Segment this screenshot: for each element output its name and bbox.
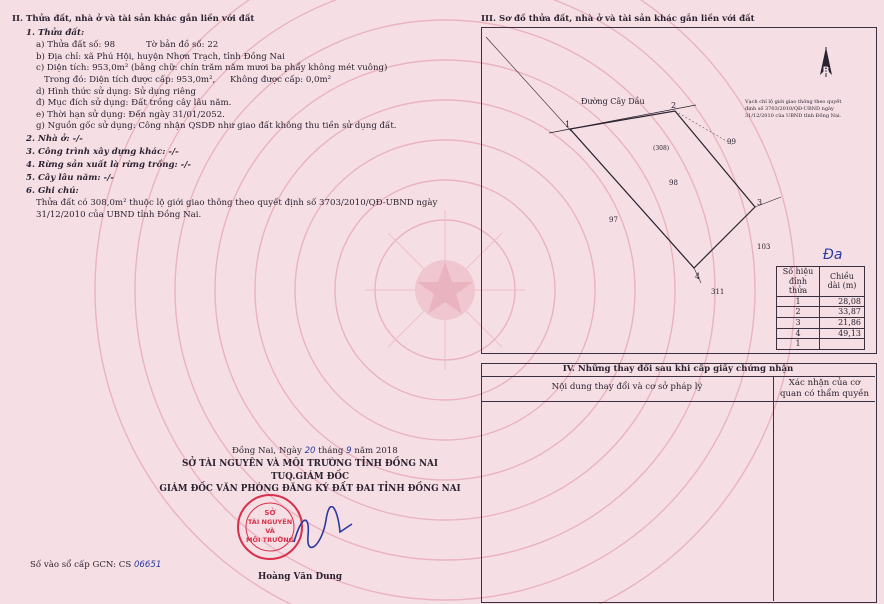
corridor-dash xyxy=(675,111,733,145)
construction-line: 3. Công trình xây dựng khác: -/- xyxy=(26,147,179,157)
edge-length: 28,08 xyxy=(820,296,865,307)
col-length-header: Chiều dài (m) xyxy=(820,267,865,297)
changes-content-header: Nội dung thay đổi và cơ sở pháp lý xyxy=(551,382,703,392)
certified-area: Trong đó: Diện tích được cấp: 953,0m², xyxy=(44,75,216,85)
registry-number: 06651 xyxy=(133,560,162,570)
neighbor-97: 97 xyxy=(609,216,618,224)
table-row xyxy=(777,328,865,339)
vertex-4: 4 xyxy=(695,272,701,281)
seal-line-3: VÀ xyxy=(265,527,275,535)
vertex-id: 1 xyxy=(777,339,820,350)
surveyor-signature: Đa xyxy=(823,247,843,263)
map-sheet-number: Tờ bản đồ số: 22 xyxy=(146,40,219,50)
notes-line-1: Thửa đất có 308,0m² thuộc lộ giới giao thông theo quyết định số 3703/2010/QĐ-UBND ngày xyxy=(36,198,438,208)
table-header-row xyxy=(777,267,865,297)
vertex-id: 2 xyxy=(777,307,820,318)
changes-confirm-header-2: quan có thẩm quyền xyxy=(780,389,869,399)
edge-length: 21,86 xyxy=(820,317,865,328)
date-month-word: tháng xyxy=(318,446,344,456)
corridor-line xyxy=(570,129,694,268)
map-note-2: định số 3703/2010/QĐ-UBND ngày xyxy=(745,106,834,112)
seal-line-1: SỞ xyxy=(264,509,276,517)
vertex-id: 4 xyxy=(777,328,820,339)
section-2-title: II. Thửa đất, nhà ở và tài sản khác gắn liền với đất xyxy=(12,14,255,24)
col-vertex-header: Số hiệu đỉnh thửa xyxy=(777,267,820,297)
house-line: 2. Nhà ở: -/- xyxy=(26,134,83,144)
neighbor-103: 103 xyxy=(757,243,771,251)
edge-length xyxy=(820,339,865,350)
vertex-1: 1 xyxy=(565,120,571,129)
neighbor-311: 311 xyxy=(711,288,725,296)
corridor-label: (308) xyxy=(653,145,670,152)
registry-line xyxy=(30,560,161,572)
org-title: SỞ TÀI NGUYÊN VÀ MÔI TRƯỜNG TỈNH ĐỒNG NAI xyxy=(182,459,438,469)
land-heading: 1. Thửa đất: xyxy=(26,28,85,38)
neighbor-99: 99 xyxy=(727,138,736,146)
tuq-title: TUQ.GIÁM ĐỐC xyxy=(270,472,350,482)
date-day: 20 xyxy=(304,446,316,456)
svg-text:B: B xyxy=(822,66,830,76)
section-4-title: IV. Những thay đổi sau khi cấp giấy chứng nhận xyxy=(481,364,875,377)
vertex-3: 3 xyxy=(757,198,763,207)
changes-column-divider xyxy=(773,376,774,601)
uncertified-area: Không được cấp: 0,0m² xyxy=(230,75,332,85)
date-month: 9 xyxy=(346,446,352,456)
usage-form: d) Hình thức sử dụng: Sử dụng riêng xyxy=(36,87,197,97)
forest-line: 4. Rừng sản xuất là rừng trồng: -/- xyxy=(26,160,191,170)
plot-number: a) Thửa đất số: 98 xyxy=(36,40,116,50)
table-row xyxy=(777,339,865,350)
table-row xyxy=(777,296,865,307)
usage-origin: g) Nguồn gốc sử dụng: Công nhận QSDĐ như giao đất không thu tiền sử dụng đất. xyxy=(36,121,397,131)
north-arrow-icon xyxy=(820,47,832,77)
seal-line-4: MÔI TRƯỜNG xyxy=(246,536,294,544)
seal-line-2: TÀI NGUYÊN xyxy=(247,518,293,526)
section-3-title: III. Sơ đồ thửa đất, nhà ở và tài sản khác gắn liền với đất xyxy=(481,14,755,24)
usage-purpose: đ) Mục đích sử dụng: Đất trồng cây lâu năm. xyxy=(36,98,232,108)
parcel-label: 98 xyxy=(669,179,678,187)
director-signature xyxy=(288,506,358,554)
table-row xyxy=(777,317,865,328)
signer-name: Hoàng Văn Dung xyxy=(257,572,343,582)
edge-length-table xyxy=(776,266,865,350)
vertex-id: 1 xyxy=(777,296,820,307)
director-title: GIÁM ĐỐC VĂN PHÒNG ĐĂNG KÝ ĐẤT ĐAI TỈNH ĐỒNG NAI xyxy=(159,484,461,494)
usage-term: e) Thời hạn sử dụng: Đến ngày 31/01/2052. xyxy=(36,110,225,120)
signing-date xyxy=(232,446,398,458)
registry-label: Số vào sổ cấp GCN: CS xyxy=(30,560,132,570)
changes-header-divider xyxy=(481,401,875,402)
edge-length: 49,13 xyxy=(820,328,865,339)
land-address: b) Địa chỉ: xã Phú Hội, huyện Nhơn Trạch, tỉnh Đồng Nai xyxy=(36,52,285,62)
changes-confirm-header-1: Xác nhận của cơ xyxy=(788,378,861,388)
edge-length: 33,87 xyxy=(820,307,865,318)
map-boundary-line xyxy=(486,37,571,131)
date-year: năm 2018 xyxy=(354,446,398,456)
table-row xyxy=(777,307,865,318)
vertex-id: 3 xyxy=(777,317,820,328)
road-label: Đường Cây Dầu xyxy=(581,97,645,106)
map-note-3: 31/12/2010 của UBND tỉnh Đồng Nai. xyxy=(745,113,842,119)
date-prefix: Đồng Nai, Ngày xyxy=(232,446,302,456)
perennial-line: 5. Cây lâu năm: -/- xyxy=(26,173,114,183)
land-area: c) Diện tích: 953,0m² (bằng chữ: chín trăm năm mươi ba phẩy không mét vuông) xyxy=(36,63,388,73)
parcel-outline xyxy=(570,111,755,268)
notes-line-2: 31/12/2010 của UBND tỉnh Đồng Nai. xyxy=(36,210,202,220)
vertex-2: 2 xyxy=(671,101,677,110)
notes-heading: 6. Ghi chú: xyxy=(26,186,79,196)
map-note-1: Vạch chỉ lộ giới giao thông theo quyết xyxy=(745,99,842,105)
